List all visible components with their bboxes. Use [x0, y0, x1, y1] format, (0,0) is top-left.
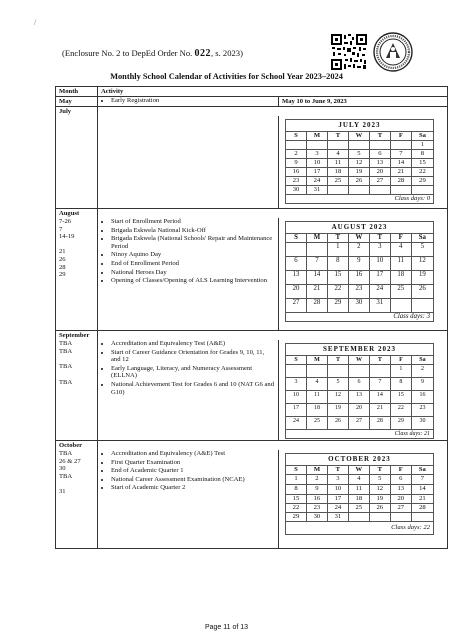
day-cell: 8	[327, 257, 348, 271]
enclosure-prefix: (Enclosure No. 2 to DepEd Order No.	[62, 48, 195, 58]
day-cell: 4	[327, 150, 348, 159]
weekday-label: S	[286, 466, 307, 475]
september-class-days: Class days: 21	[286, 430, 434, 439]
day-cell: 12	[348, 159, 369, 168]
page-number: Page 11 of 13	[204, 624, 249, 631]
day-cell: 12	[327, 391, 348, 404]
september-dates	[56, 340, 98, 441]
day-cell: 1	[411, 141, 433, 150]
day-cell: 9	[411, 378, 433, 391]
day-cell	[286, 141, 307, 150]
weekday-label: F	[390, 234, 411, 243]
day-cell: 14	[411, 485, 433, 495]
day-cell: 19	[369, 495, 390, 504]
activity-item: • Start of Academic Quarter 2	[111, 484, 275, 492]
date-entry: 26 & 27	[59, 457, 81, 465]
day-cell: 10	[369, 257, 390, 271]
weekday-label: T	[369, 356, 390, 365]
activity-item: • Brigada Eskwela (National Schools' Repair and Maintenance Period	[111, 235, 275, 250]
date-entry: 26	[59, 255, 66, 263]
september-calendar-title: SEPTEMBER 2023	[286, 344, 434, 356]
weekday-label: S	[286, 356, 307, 365]
day-cell	[390, 186, 411, 195]
may-row	[56, 97, 448, 107]
day-cell: 17	[306, 168, 327, 177]
day-cell: 17	[327, 495, 348, 504]
day-cell: 1	[390, 365, 411, 378]
day-cell	[306, 141, 327, 150]
order-number: 022	[194, 48, 211, 59]
day-cell: 18	[348, 495, 369, 504]
day-cell: 6	[348, 378, 369, 391]
day-cell	[390, 141, 411, 150]
october-body-row	[56, 450, 448, 549]
day-cell	[348, 186, 369, 195]
day-cell: 21	[306, 285, 327, 299]
day-cell: 12	[369, 485, 390, 495]
day-cell: 24	[286, 417, 307, 430]
july-label: July	[56, 107, 98, 117]
day-cell: 27	[286, 299, 307, 313]
day-cell: 27	[369, 177, 390, 186]
weekday-label: S	[286, 132, 307, 141]
day-cell: 20	[348, 404, 369, 417]
day-cell	[369, 186, 390, 195]
day-cell: 31	[369, 299, 390, 313]
august-calendar-cell	[279, 218, 448, 331]
day-cell: 21	[369, 404, 390, 417]
activity-item: • End of Enrollment Period	[111, 260, 275, 268]
day-cell: 13	[369, 159, 390, 168]
day-cell: 20	[390, 495, 411, 504]
weekday-label: T	[327, 356, 348, 365]
day-cell: 18	[390, 271, 411, 285]
day-cell: 4	[348, 475, 369, 485]
day-cell: 16	[286, 168, 307, 177]
day-cell: 9	[286, 159, 307, 168]
weekday-label: M	[306, 132, 327, 141]
day-cell: 23	[348, 285, 369, 299]
day-cell: 14	[306, 271, 327, 285]
july-calendar-cell	[279, 116, 448, 209]
day-cell: 7	[306, 257, 327, 271]
day-cell: 29	[327, 299, 348, 313]
date-entry: 7	[59, 225, 63, 233]
day-cell: 5	[369, 475, 390, 485]
day-cell: 11	[348, 485, 369, 495]
weekday-label: Sa	[411, 234, 433, 243]
october-class-days: Class days: 22	[286, 522, 434, 535]
day-cell: 19	[348, 168, 369, 177]
day-cell: 22	[411, 168, 433, 177]
day-cell	[411, 299, 433, 313]
activity-item: • End of Academic Quarter 1	[111, 467, 275, 475]
august-calendar	[285, 221, 434, 322]
day-cell: 6	[286, 257, 307, 271]
august-class-days: Class days: 3	[286, 313, 434, 322]
weekday-label: T	[369, 132, 390, 141]
day-cell: 26	[411, 285, 433, 299]
day-cell: 22	[327, 285, 348, 299]
day-cell: 15	[390, 391, 411, 404]
day-cell: 2	[306, 475, 327, 485]
day-cell	[348, 141, 369, 150]
day-cell: 15	[411, 159, 433, 168]
day-cell: 11	[327, 159, 348, 168]
day-cell: 17	[286, 404, 307, 417]
october-activities	[98, 450, 279, 549]
september-calendar	[285, 343, 434, 439]
day-cell: 3	[369, 243, 390, 257]
weekday-label: W	[348, 132, 369, 141]
date-entry: TBA	[59, 472, 73, 480]
october-calendar-title: OCTOBER 2023	[286, 454, 434, 466]
july-body-row	[56, 116, 448, 209]
day-cell: 11	[390, 257, 411, 271]
day-cell	[327, 141, 348, 150]
day-cell: 3	[327, 475, 348, 485]
day-cell: 18	[306, 404, 327, 417]
september-label: September	[56, 331, 98, 341]
day-cell: 4	[390, 243, 411, 257]
day-cell: 21	[390, 168, 411, 177]
weekday-label: W	[348, 234, 369, 243]
activity-item: • Start of Career Guidance Orientation for Grades 9, 10, 11, and 12	[111, 349, 275, 364]
day-cell: 31	[327, 513, 348, 522]
activity-item: • Ninoy Aquino Day	[111, 251, 275, 259]
day-cell: 10	[306, 159, 327, 168]
day-cell	[411, 186, 433, 195]
day-cell: 19	[411, 271, 433, 285]
weekday-label: F	[390, 356, 411, 365]
day-cell	[348, 365, 369, 378]
day-cell: 28	[390, 177, 411, 186]
activity-item: • Brigada Eskwela National Kick-Off	[111, 227, 275, 235]
day-cell	[306, 243, 327, 257]
date-entry: 28	[59, 263, 66, 271]
day-cell	[327, 186, 348, 195]
day-cell: 21	[411, 495, 433, 504]
day-cell: 28	[411, 504, 433, 513]
date-entry: 30	[59, 465, 66, 473]
august-calendar-title: AUGUST 2023	[286, 222, 434, 234]
weekday-label: Sa	[411, 132, 433, 141]
august-dates	[56, 218, 98, 331]
weekday-label: T	[327, 132, 348, 141]
day-cell: 6	[390, 475, 411, 485]
date-entry: TBA	[59, 363, 73, 371]
day-cell: 12	[411, 257, 433, 271]
day-cell: 13	[286, 271, 307, 285]
day-cell: 23	[286, 177, 307, 186]
day-cell: 30	[306, 513, 327, 522]
weekday-label: S	[286, 234, 307, 243]
day-cell: 29	[286, 513, 307, 522]
day-cell	[411, 513, 433, 522]
day-cell: 17	[369, 271, 390, 285]
day-cell: 6	[369, 150, 390, 159]
day-cell	[390, 299, 411, 313]
september-body-row	[56, 340, 448, 441]
day-cell: 1	[327, 243, 348, 257]
day-cell: 29	[390, 417, 411, 430]
day-cell	[348, 513, 369, 522]
day-cell: 14	[390, 159, 411, 168]
day-cell: 5	[411, 243, 433, 257]
day-cell: 30	[286, 186, 307, 195]
day-cell: 24	[327, 504, 348, 513]
day-cell: 7	[390, 150, 411, 159]
day-cell: 5	[348, 150, 369, 159]
july-calendar-title: JULY 2023	[286, 120, 434, 132]
day-cell: 18	[327, 168, 348, 177]
october-calendar	[285, 453, 434, 535]
day-cell: 25	[390, 285, 411, 299]
deped-seal-icon	[373, 32, 413, 72]
day-cell: 25	[348, 504, 369, 513]
may-label: May	[56, 97, 98, 107]
august-activities	[98, 218, 279, 331]
enclosure-line	[62, 48, 243, 59]
weekday-label: T	[369, 466, 390, 475]
activity-header: Activity	[98, 87, 448, 97]
day-cell: 2	[348, 243, 369, 257]
date-entry: 7-26	[59, 218, 72, 225]
september-calendar-cell	[279, 340, 448, 441]
day-cell	[369, 365, 390, 378]
day-cell: 7	[411, 475, 433, 485]
day-cell	[286, 243, 307, 257]
august-body-row	[56, 218, 448, 331]
day-cell: 23	[411, 404, 433, 417]
day-cell: 30	[411, 417, 433, 430]
date-entry: TBA	[59, 378, 73, 386]
day-cell: 25	[306, 417, 327, 430]
day-cell: 24	[306, 177, 327, 186]
may-range: May 10 to June 9, 2023	[279, 97, 448, 107]
weekday-label: T	[327, 466, 348, 475]
day-cell: 3	[306, 150, 327, 159]
day-cell: 20	[286, 285, 307, 299]
enclosure-suffix: , s. 2023)	[210, 48, 243, 58]
activity-item: • Accreditation and Equivalency (A&E) Test	[111, 450, 275, 458]
table-header-row	[56, 87, 448, 97]
corner-mark: /	[34, 18, 37, 27]
september-activities	[98, 340, 279, 441]
day-cell: 26	[369, 504, 390, 513]
weekday-label: F	[390, 132, 411, 141]
weekday-label: T	[369, 234, 390, 243]
day-cell: 23	[306, 504, 327, 513]
month-header: Month	[56, 87, 98, 97]
weekday-label: F	[390, 466, 411, 475]
august-row	[56, 209, 448, 219]
day-cell	[286, 365, 307, 378]
weekday-label: Sa	[411, 466, 433, 475]
day-cell: 27	[348, 417, 369, 430]
october-calendar-cell	[279, 450, 448, 549]
calendar-table	[55, 86, 448, 549]
date-entry: TBA	[59, 450, 73, 457]
day-cell	[369, 141, 390, 150]
day-cell: 11	[306, 391, 327, 404]
july-row	[56, 107, 448, 117]
july-class-days: Class days: 0	[286, 195, 434, 204]
activity-item: • Early Language, Literacy, and Numeracy Assessment (ELLNA)	[111, 365, 275, 380]
day-cell: 13	[390, 485, 411, 495]
may-activity: • Early Registration	[111, 97, 275, 105]
activity-item: • National Heroes Day	[111, 269, 275, 277]
day-cell: 24	[369, 285, 390, 299]
date-entry: TBA	[59, 347, 73, 355]
day-cell: 26	[327, 417, 348, 430]
day-cell: 29	[411, 177, 433, 186]
day-cell: 28	[369, 417, 390, 430]
day-cell: 9	[306, 485, 327, 495]
day-cell: 25	[327, 177, 348, 186]
day-cell: 28	[306, 299, 327, 313]
weekday-label: T	[327, 234, 348, 243]
october-label: October	[56, 441, 98, 451]
day-cell: 31	[306, 186, 327, 195]
activity-item: • National Achievement Test for Grades 6 and 10 (NAT G6 and G10)	[111, 381, 275, 396]
day-cell	[390, 513, 411, 522]
august-label: August	[56, 209, 98, 219]
day-cell: 26	[348, 177, 369, 186]
date-entry: 31	[59, 487, 66, 495]
weekday-label: M	[306, 466, 327, 475]
day-cell: 16	[306, 495, 327, 504]
qr-code-icon	[330, 33, 368, 71]
weekday-label: M	[306, 234, 327, 243]
day-cell: 30	[348, 299, 369, 313]
day-cell: 9	[348, 257, 369, 271]
date-entry: 29	[59, 271, 66, 279]
weekday-label: Sa	[411, 356, 433, 365]
day-cell: 19	[327, 404, 348, 417]
day-cell: 3	[286, 378, 307, 391]
day-cell: 16	[348, 271, 369, 285]
activity-item: • Accreditation and Equivalency Test (A&E)	[111, 340, 275, 348]
july-calendar	[285, 119, 434, 204]
date-entry: 21	[59, 248, 66, 256]
day-cell: 8	[411, 150, 433, 159]
day-cell: 10	[286, 391, 307, 404]
day-cell: 27	[390, 504, 411, 513]
september-row	[56, 331, 448, 341]
weekday-label: M	[306, 356, 327, 365]
weekday-label: W	[348, 466, 369, 475]
day-cell: 2	[411, 365, 433, 378]
day-cell: 15	[327, 271, 348, 285]
may-activity-cell	[98, 97, 279, 107]
date-entry: 14-19	[59, 233, 75, 241]
day-cell	[327, 365, 348, 378]
day-cell: 10	[327, 485, 348, 495]
activity-item: • Opening of Classes/Opening of ALS Learning Intervention	[111, 277, 275, 285]
day-cell	[369, 513, 390, 522]
date-entry: TBA	[59, 340, 73, 347]
day-cell: 7	[369, 378, 390, 391]
day-cell: 5	[327, 378, 348, 391]
day-cell: 16	[411, 391, 433, 404]
day-cell: 22	[390, 404, 411, 417]
october-dates	[56, 450, 98, 549]
day-cell: 1	[286, 475, 307, 485]
day-cell: 20	[369, 168, 390, 177]
day-cell: 4	[306, 378, 327, 391]
day-cell: 8	[286, 485, 307, 495]
activity-item: • National Career Assessment Examination (NCAE)	[111, 476, 275, 484]
day-cell: 2	[286, 150, 307, 159]
day-cell: 15	[286, 495, 307, 504]
activity-item: • Start of Enrollment Period	[111, 218, 275, 226]
day-cell: 22	[286, 504, 307, 513]
day-cell: 8	[390, 378, 411, 391]
day-cell: 13	[348, 391, 369, 404]
activity-item: • First Quarter Examination	[111, 459, 275, 467]
october-row	[56, 441, 448, 451]
page-title: Monthly School Calendar of Activities for School Year 2023–2024	[110, 72, 343, 81]
day-cell: 14	[369, 391, 390, 404]
weekday-label: W	[348, 356, 369, 365]
day-cell	[306, 365, 327, 378]
